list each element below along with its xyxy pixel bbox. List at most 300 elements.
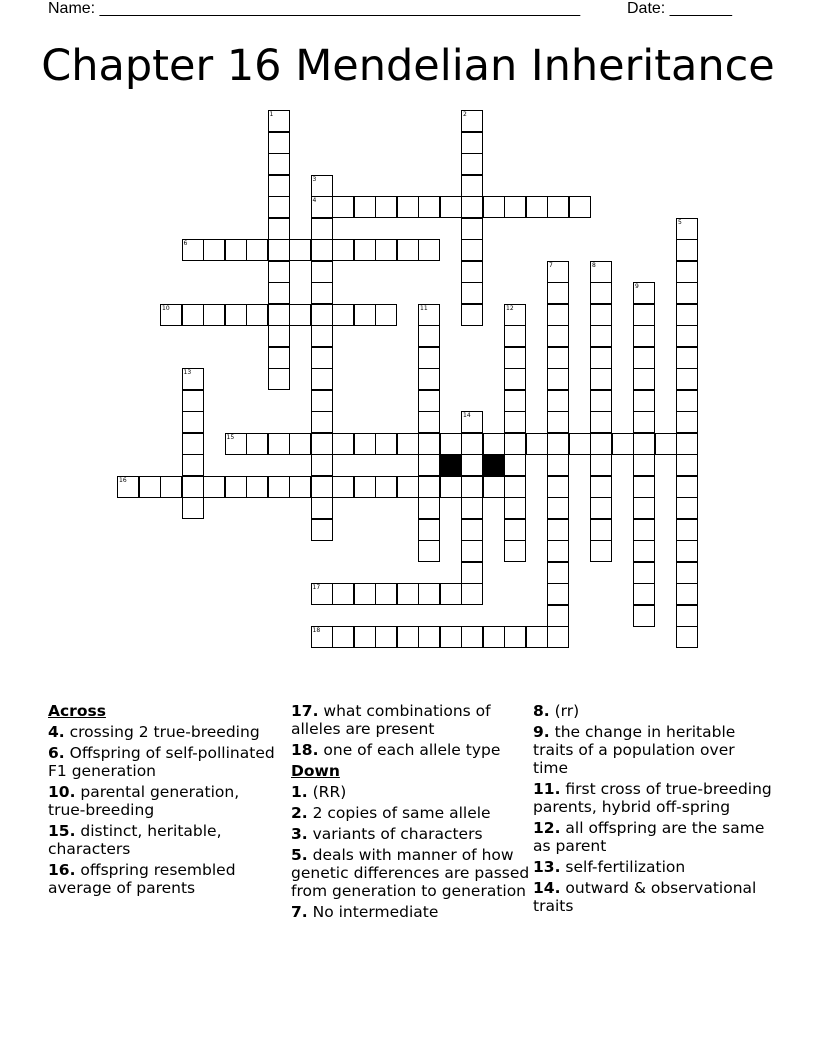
crossword-cell[interactable] — [547, 325, 569, 347]
crossword-cell[interactable] — [311, 454, 333, 476]
crossword-cell[interactable] — [461, 196, 483, 218]
crossword-cell[interactable] — [504, 476, 526, 498]
crossword-cell[interactable] — [676, 390, 698, 412]
crossword-cell[interactable] — [203, 239, 225, 261]
crossword-cell[interactable] — [289, 476, 311, 498]
crossword-cell[interactable] — [633, 562, 655, 584]
crossword-cell[interactable] — [461, 454, 483, 476]
crossword-cell[interactable] — [676, 497, 698, 519]
crossword-cell[interactable] — [590, 433, 612, 455]
crossword-cell[interactable] — [547, 304, 569, 326]
crossword-cell[interactable] — [461, 110, 483, 132]
clue-number-label: 6 — [183, 240, 188, 247]
crossword-cell[interactable] — [203, 476, 225, 498]
crossword-cell[interactable] — [483, 196, 505, 218]
crossword-cell[interactable] — [397, 433, 419, 455]
crossword-cell[interactable] — [676, 368, 698, 390]
crossword-cell[interactable] — [311, 218, 333, 240]
crossword-cell[interactable] — [418, 476, 440, 498]
page-title: Chapter 16 Mendelian Inheritance — [41, 41, 775, 91]
crossword-cell[interactable] — [289, 433, 311, 455]
date-field-label: Date: _______ — [627, 0, 732, 17]
crossword-cell[interactable] — [311, 368, 333, 390]
crossword-cell[interactable] — [268, 476, 290, 498]
crossword-cell[interactable] — [289, 239, 311, 261]
crossword-cell[interactable] — [676, 261, 698, 283]
crossword-cell[interactable] — [311, 325, 333, 347]
clue-number: 11. — [533, 780, 561, 798]
crossword-cell[interactable] — [182, 433, 204, 455]
crossword-cell[interactable] — [182, 304, 204, 326]
crossword-cell[interactable] — [547, 433, 569, 455]
clue-across-4 — [48, 723, 278, 741]
crossword-cell[interactable] — [526, 196, 548, 218]
crossword-cell[interactable] — [418, 368, 440, 390]
crossword-cell[interactable] — [375, 433, 397, 455]
crossword-cell[interactable] — [440, 196, 462, 218]
crossword-cell[interactable] — [676, 583, 698, 605]
crossword-cell[interactable] — [354, 304, 376, 326]
crossword-cell[interactable] — [225, 239, 247, 261]
clue-number-label: 11 — [420, 304, 428, 312]
crossword-cell[interactable] — [461, 519, 483, 541]
crossword-cell[interactable] — [440, 476, 462, 498]
clue-number: 3. — [291, 825, 308, 843]
clue-down-7 — [291, 903, 531, 921]
clue-number-label: 1 — [269, 111, 274, 118]
crossword-cell[interactable] — [590, 476, 612, 498]
crossword-cell[interactable] — [397, 626, 419, 648]
crossword-cell[interactable] — [676, 476, 698, 498]
crossword-cell[interactable] — [547, 583, 569, 605]
clue-number: 12. — [533, 819, 561, 837]
crossword-cell[interactable] — [676, 519, 698, 541]
crossword-cell[interactable] — [590, 261, 612, 283]
clue-text: all offspring are the same as parent — [533, 819, 765, 855]
crossword-cell[interactable] — [590, 497, 612, 519]
crossword-cell[interactable] — [461, 583, 483, 605]
crossword-cell[interactable] — [676, 282, 698, 304]
crossword-cell[interactable] — [590, 304, 612, 326]
clue-number: 7. — [291, 903, 308, 921]
crossword-cell[interactable] — [633, 368, 655, 390]
crossword-cell[interactable] — [483, 433, 505, 455]
clue-number-label: 5 — [678, 218, 682, 226]
crossword-cell[interactable] — [375, 239, 397, 261]
crossword-cell[interactable] — [461, 626, 483, 648]
crossword-cell[interactable] — [268, 433, 290, 455]
clue-down-8 — [533, 702, 773, 720]
clues-column-2 — [291, 702, 531, 924]
crossword-cell[interactable] — [569, 433, 591, 455]
crossword-cell[interactable] — [268, 132, 290, 154]
clue-number-label: 4 — [312, 197, 317, 204]
crossword-cell[interactable] — [375, 476, 397, 498]
clue-text: offspring resembled average of parents — [48, 861, 236, 897]
crossword-cell[interactable] — [504, 196, 526, 218]
crossword-cell[interactable] — [139, 476, 161, 498]
crossword-cell[interactable] — [246, 304, 268, 326]
crossword-cell[interactable] — [268, 239, 290, 261]
clue-text: variants of characters — [312, 825, 483, 843]
clue-down-14 — [533, 879, 773, 915]
crossword-cell[interactable] — [225, 476, 247, 498]
clue-across-16 — [48, 861, 278, 897]
clue-number: 17. — [291, 702, 319, 720]
clue-number: 2. — [291, 804, 308, 822]
crossword-cell[interactable] — [225, 304, 247, 326]
crossword-cell[interactable] — [418, 196, 440, 218]
crossword-cell[interactable] — [461, 175, 483, 197]
clue-across-10 — [48, 783, 278, 819]
crossword-cell[interactable] — [246, 476, 268, 498]
crossword-cell[interactable] — [676, 562, 698, 584]
crossword-cell[interactable] — [268, 153, 290, 175]
crossword-cell[interactable] — [332, 433, 354, 455]
clue-number: 15. — [48, 822, 76, 840]
clue-number-label: 7 — [549, 261, 553, 269]
crossword-cell[interactable] — [504, 519, 526, 541]
crossword-cell[interactable] — [676, 454, 698, 476]
crossword-black-square — [440, 454, 462, 476]
clue-text: distinct, heritable, characters — [48, 822, 222, 858]
crossword-cell[interactable] — [311, 519, 333, 541]
crossword-cell[interactable] — [461, 132, 483, 154]
clue-text: outward & observational traits — [533, 879, 757, 915]
clues-column-1 — [48, 702, 278, 900]
clue-number: 13. — [533, 858, 561, 876]
crossword-cell[interactable] — [225, 433, 247, 455]
crossword-cell[interactable] — [676, 239, 698, 261]
crossword-cell[interactable] — [375, 196, 397, 218]
crossword-cell[interactable] — [375, 626, 397, 648]
clue-number-label: 10 — [162, 304, 170, 312]
across-heading: Across — [48, 702, 106, 720]
crossword-cell[interactable] — [590, 325, 612, 347]
crossword-cell[interactable] — [268, 347, 290, 369]
clue-down-12 — [533, 819, 773, 855]
crossword-cell[interactable] — [418, 433, 440, 455]
crossword-cell[interactable] — [547, 562, 569, 584]
clue-text: first cross of true-breeding parents, hybrid off-spring — [533, 780, 772, 816]
crossword-cell[interactable] — [504, 411, 526, 433]
crossword-cell[interactable] — [354, 583, 376, 605]
clue-number-label: 16 — [119, 476, 127, 484]
crossword-cell[interactable] — [633, 519, 655, 541]
crossword-cell[interactable] — [590, 519, 612, 541]
crossword-cell[interactable] — [397, 239, 419, 261]
crossword-cell[interactable] — [461, 540, 483, 562]
clue-text: the change in heritable traits of a population over time — [533, 723, 736, 777]
crossword-cell[interactable] — [311, 239, 333, 261]
crossword-cell[interactable] — [504, 626, 526, 648]
clue-number-label: 9 — [635, 283, 639, 290]
crossword-cell[interactable] — [289, 304, 311, 326]
crossword-cell[interactable] — [311, 196, 333, 218]
crossword-cell[interactable] — [311, 282, 333, 304]
clue-number: 18. — [291, 741, 319, 759]
crossword-cell[interactable] — [354, 626, 376, 648]
crossword-cell[interactable] — [418, 390, 440, 412]
crossword-cell[interactable] — [633, 282, 655, 304]
crossword-cell[interactable] — [547, 626, 569, 648]
crossword-cell[interactable] — [676, 304, 698, 326]
crossword-cell[interactable] — [418, 583, 440, 605]
crossword-cell[interactable] — [268, 218, 290, 240]
crossword-cell[interactable] — [332, 583, 354, 605]
crossword-cell[interactable] — [311, 347, 333, 369]
clue-number: 4. — [48, 723, 65, 741]
clue-number: 5. — [291, 846, 308, 864]
crossword-cell[interactable] — [633, 325, 655, 347]
crossword-cell[interactable] — [418, 304, 440, 326]
crossword-cell[interactable] — [461, 476, 483, 498]
crossword-cell[interactable] — [354, 196, 376, 218]
clue-number: 16. — [48, 861, 76, 879]
crossword-cell[interactable] — [547, 540, 569, 562]
crossword-cell[interactable] — [182, 476, 204, 498]
crossword-cell[interactable] — [461, 218, 483, 240]
crossword-cell[interactable] — [182, 239, 204, 261]
crossword-cell[interactable] — [504, 325, 526, 347]
crossword-cell[interactable] — [633, 390, 655, 412]
crossword-cell[interactable] — [332, 304, 354, 326]
clue-number: 9. — [533, 723, 550, 741]
crossword-cell[interactable] — [311, 304, 333, 326]
crossword-cell[interactable] — [311, 411, 333, 433]
crossword-cell[interactable] — [590, 390, 612, 412]
crossword-cell[interactable] — [612, 433, 634, 455]
crossword-cell[interactable] — [418, 411, 440, 433]
crossword-cell[interactable] — [590, 411, 612, 433]
crossword-cell[interactable] — [633, 476, 655, 498]
crossword-cell[interactable] — [676, 605, 698, 627]
crossword-cell[interactable] — [547, 282, 569, 304]
clue-number-label: 15 — [226, 433, 235, 441]
crossword-cell[interactable] — [117, 476, 139, 498]
crossword-cell[interactable] — [547, 411, 569, 433]
clue-across-15 — [48, 822, 278, 858]
crossword-cell[interactable] — [547, 368, 569, 390]
crossword-cell[interactable] — [397, 196, 419, 218]
clue-down-3 — [291, 825, 531, 843]
clues-column-3 — [533, 702, 773, 918]
crossword-cell[interactable] — [504, 347, 526, 369]
crossword-cell[interactable] — [246, 239, 268, 261]
crossword-cell[interactable] — [311, 390, 333, 412]
crossword-cell[interactable] — [547, 347, 569, 369]
clue-text: 2 copies of same allele — [312, 804, 491, 822]
clue-number: 10. — [48, 783, 76, 801]
crossword-cell[interactable] — [461, 261, 483, 283]
crossword-cell[interactable] — [676, 325, 698, 347]
clue-text: No intermediate — [312, 903, 439, 921]
crossword-cell[interactable] — [590, 454, 612, 476]
crossword-cell[interactable] — [590, 368, 612, 390]
crossword-cell[interactable] — [397, 476, 419, 498]
crossword-cell[interactable] — [547, 390, 569, 412]
crossword-cell[interactable] — [461, 282, 483, 304]
clue-down-2 — [291, 804, 531, 822]
crossword-cell[interactable] — [547, 196, 569, 218]
crossword-cell[interactable] — [203, 304, 225, 326]
crossword-cell[interactable] — [526, 626, 548, 648]
clue-text: self-fertilization — [565, 858, 686, 876]
crossword-cell[interactable] — [633, 605, 655, 627]
clue-across-17 — [291, 702, 531, 738]
crossword-cell[interactable] — [268, 282, 290, 304]
crossword-cell[interactable] — [246, 433, 268, 455]
clue-down-13 — [533, 858, 773, 876]
crossword-cell[interactable] — [268, 304, 290, 326]
crossword-cell[interactable] — [182, 368, 204, 390]
crossword-cell[interactable] — [160, 304, 182, 326]
crossword-cell[interactable] — [268, 368, 290, 390]
crossword-cell[interactable] — [311, 261, 333, 283]
crossword-cell[interactable] — [461, 304, 483, 326]
crossword-cell[interactable] — [311, 626, 333, 648]
crossword-cell[interactable] — [676, 540, 698, 562]
crossword-cell[interactable] — [547, 261, 569, 283]
crossword-cell[interactable] — [461, 411, 483, 433]
crossword-cell[interactable] — [440, 583, 462, 605]
crossword-cell[interactable] — [590, 540, 612, 562]
clue-number-label: 17 — [312, 584, 321, 591]
crossword-cell[interactable] — [418, 519, 440, 541]
crossword-cell[interactable] — [547, 605, 569, 627]
clue-down-9 — [533, 723, 773, 777]
crossword-cell[interactable] — [311, 433, 333, 455]
crossword-cell[interactable] — [461, 153, 483, 175]
clue-number-label: 8 — [592, 261, 596, 269]
crossword-cell[interactable] — [633, 347, 655, 369]
clue-number-label: 14 — [463, 412, 471, 419]
crossword-cell[interactable] — [526, 433, 548, 455]
crossword-cell[interactable] — [354, 476, 376, 498]
crossword-cell[interactable] — [655, 433, 677, 455]
crossword-cell[interactable] — [633, 540, 655, 562]
crossword-cell[interactable] — [418, 239, 440, 261]
name-field-label: Name: ______________________________________________________ — [48, 0, 581, 17]
clue-number: 14. — [533, 879, 561, 897]
crossword-cell[interactable] — [547, 497, 569, 519]
crossword-cell[interactable] — [633, 304, 655, 326]
crossword-cell[interactable] — [268, 196, 290, 218]
crossword-cell[interactable] — [590, 282, 612, 304]
crossword-cell[interactable] — [461, 433, 483, 455]
crossword-cell[interactable] — [504, 497, 526, 519]
crossword-cell[interactable] — [268, 110, 290, 132]
clue-text: (rr) — [554, 702, 580, 720]
crossword-cell[interactable] — [375, 304, 397, 326]
crossword-cell[interactable] — [311, 497, 333, 519]
clue-number: 8. — [533, 702, 550, 720]
clue-number: 6. — [48, 744, 65, 762]
crossword-cell[interactable] — [418, 626, 440, 648]
crossword-cell[interactable] — [483, 626, 505, 648]
crossword-cell[interactable] — [311, 175, 333, 197]
crossword-cell[interactable] — [311, 583, 333, 605]
clue-down-5 — [291, 846, 531, 900]
clue-number: 1. — [291, 783, 308, 801]
crossword-cell[interactable] — [590, 347, 612, 369]
clue-number-label: 13 — [183, 369, 192, 376]
crossword-black-square — [483, 454, 505, 476]
crossword-cell[interactable] — [332, 196, 354, 218]
crossword-cell[interactable] — [440, 626, 462, 648]
crossword-cell[interactable] — [182, 497, 204, 519]
crossword-cell[interactable] — [375, 583, 397, 605]
crossword-cell[interactable] — [461, 562, 483, 584]
crossword-cell[interactable] — [354, 433, 376, 455]
crossword-cell[interactable] — [547, 519, 569, 541]
crossword-cell[interactable] — [332, 476, 354, 498]
crossword-cell[interactable] — [547, 454, 569, 476]
crossword-cell[interactable] — [483, 476, 505, 498]
crossword-cell[interactable] — [440, 433, 462, 455]
crossword-cell[interactable] — [332, 626, 354, 648]
crossword-cell[interactable] — [633, 411, 655, 433]
crossword-cell[interactable] — [504, 304, 526, 326]
crossword-cell[interactable] — [461, 497, 483, 519]
crossword-cell[interactable] — [504, 433, 526, 455]
crossword-cell[interactable] — [676, 626, 698, 648]
crossword-cell[interactable] — [461, 239, 483, 261]
down-heading: Down — [291, 762, 340, 780]
crossword-cell[interactable] — [569, 196, 591, 218]
crossword-cell[interactable] — [332, 239, 354, 261]
clue-number-label: 18 — [312, 627, 321, 634]
crossword-cell[interactable] — [418, 454, 440, 476]
crossword-cell[interactable] — [311, 476, 333, 498]
crossword-cell[interactable] — [354, 239, 376, 261]
crossword-cell[interactable] — [504, 540, 526, 562]
crossword-cell[interactable] — [182, 390, 204, 412]
crossword-cell[interactable] — [633, 497, 655, 519]
clue-number-label: 12 — [506, 304, 514, 312]
crossword-cell[interactable] — [633, 454, 655, 476]
crossword-cell[interactable] — [504, 454, 526, 476]
crossword-cell[interactable] — [676, 411, 698, 433]
crossword-cell[interactable] — [504, 368, 526, 390]
crossword-cell[interactable] — [504, 390, 526, 412]
crossword-cell[interactable] — [397, 583, 419, 605]
crossword-cell[interactable] — [676, 433, 698, 455]
clue-across-6 — [48, 744, 278, 780]
crossword-cell[interactable] — [268, 325, 290, 347]
clue-number-label: 3 — [312, 175, 317, 183]
crossword-cell[interactable] — [182, 411, 204, 433]
crossword-cell[interactable] — [633, 583, 655, 605]
crossword-cell[interactable] — [676, 347, 698, 369]
crossword-cell[interactable] — [633, 433, 655, 455]
crossword-cell[interactable] — [547, 476, 569, 498]
clue-text: parental generation, true-breeding — [48, 783, 240, 819]
crossword-cell[interactable] — [160, 476, 182, 498]
crossword-cell[interactable] — [418, 497, 440, 519]
crossword-cell[interactable] — [268, 175, 290, 197]
clue-text: crossing 2 true-breeding — [69, 723, 260, 741]
crossword-cell[interactable] — [418, 540, 440, 562]
crossword-cell[interactable] — [676, 218, 698, 240]
crossword-cell[interactable] — [418, 325, 440, 347]
crossword-cell[interactable] — [182, 454, 204, 476]
clue-number-label: 2 — [463, 111, 467, 118]
clue-text: (RR) — [312, 783, 347, 801]
clue-text: one of each allele type — [323, 741, 501, 759]
crossword-cell[interactable] — [418, 347, 440, 369]
crossword-cell[interactable] — [268, 261, 290, 283]
